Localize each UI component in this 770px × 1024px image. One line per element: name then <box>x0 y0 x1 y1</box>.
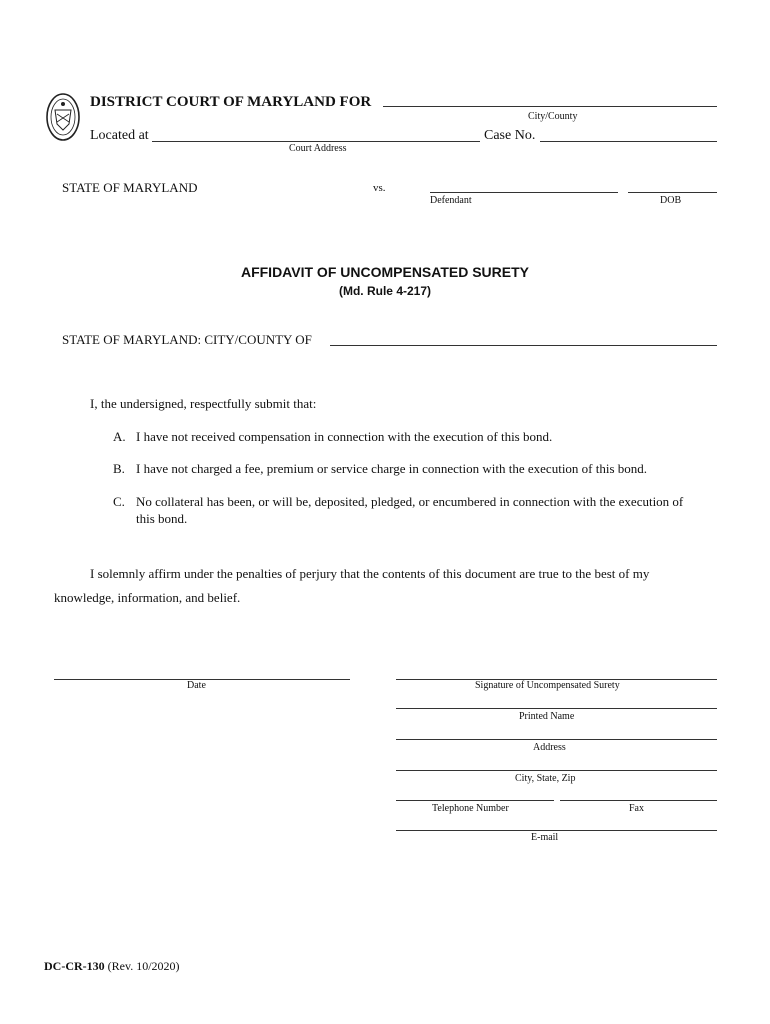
item-a-text: I have not received compensation in connection with the execution of this bond. <box>136 429 553 444</box>
case-no-field[interactable] <box>540 141 717 142</box>
located-at-label: Located at <box>90 128 149 143</box>
court-address-label: Court Address <box>289 143 347 154</box>
item-c-text: No collateral has been, or will be, deposited, pledged, or encumbered in connection with the execution of <box>136 494 684 509</box>
signature-label: Signature of Uncompensated Surety <box>475 680 620 691</box>
city-state-zip-label: City, State, Zip <box>515 773 576 784</box>
jurisdiction-field[interactable] <box>330 345 717 346</box>
affirmation-line-2: knowledge, information, and belief. <box>54 590 241 605</box>
item-b-letter: B. <box>113 461 125 476</box>
email-label: E-mail <box>531 832 559 843</box>
form-title: AFFIDAVIT OF UNCOMPENSATED SURETY <box>240 264 530 280</box>
printed-name-label: Printed Name <box>519 711 575 722</box>
city-county-field[interactable] <box>383 106 717 107</box>
fax-label: Fax <box>629 803 644 814</box>
item-c-text-cont: this bond. <box>136 511 188 526</box>
email-field[interactable] <box>396 830 717 831</box>
court-title: DISTRICT COURT OF MARYLAND FOR <box>90 94 372 110</box>
affirmation-line-1: I solemnly affirm under the penalties of perjury that the contents of this document are true to the best of my <box>90 566 650 581</box>
form-revision: (Rev. 10/2020) <box>107 959 180 973</box>
telephone-label: Telephone Number <box>432 803 509 814</box>
rule-reference: (Md. Rule 4-217) <box>338 284 431 298</box>
vs-label: vs. <box>373 182 386 194</box>
dob-field[interactable] <box>628 192 717 193</box>
case-no-label: Case No. <box>484 128 536 143</box>
item-c-letter: C. <box>113 494 125 509</box>
jurisdiction-label: STATE OF MARYLAND: CITY/COUNTY OF <box>62 332 312 347</box>
item-b-text: I have not charged a fee, premium or service charge in connection with the execution of this bond. <box>136 461 648 476</box>
city-county-label: City/County <box>528 111 578 122</box>
dob-label: DOB <box>660 195 682 206</box>
printed-name-field[interactable] <box>396 708 717 709</box>
intro-text: I, the undersigned, respectfully submit that: <box>90 396 317 411</box>
form-footer <box>44 959 180 974</box>
fax-field[interactable] <box>560 800 717 801</box>
address-label: Address <box>533 742 566 753</box>
city-state-zip-field[interactable] <box>396 770 717 771</box>
item-a-letter: A. <box>113 429 126 444</box>
form-number: DC-CR-130 <box>44 959 105 973</box>
date-label: Date <box>187 680 206 691</box>
address-field[interactable] <box>396 739 717 740</box>
state-of-maryland-party: STATE OF MARYLAND <box>62 180 198 195</box>
maryland-seal-icon <box>45 92 81 142</box>
defendant-label: Defendant <box>430 195 472 206</box>
telephone-field[interactable] <box>396 800 554 801</box>
defendant-field[interactable] <box>430 192 618 193</box>
court-address-field[interactable] <box>152 141 480 142</box>
